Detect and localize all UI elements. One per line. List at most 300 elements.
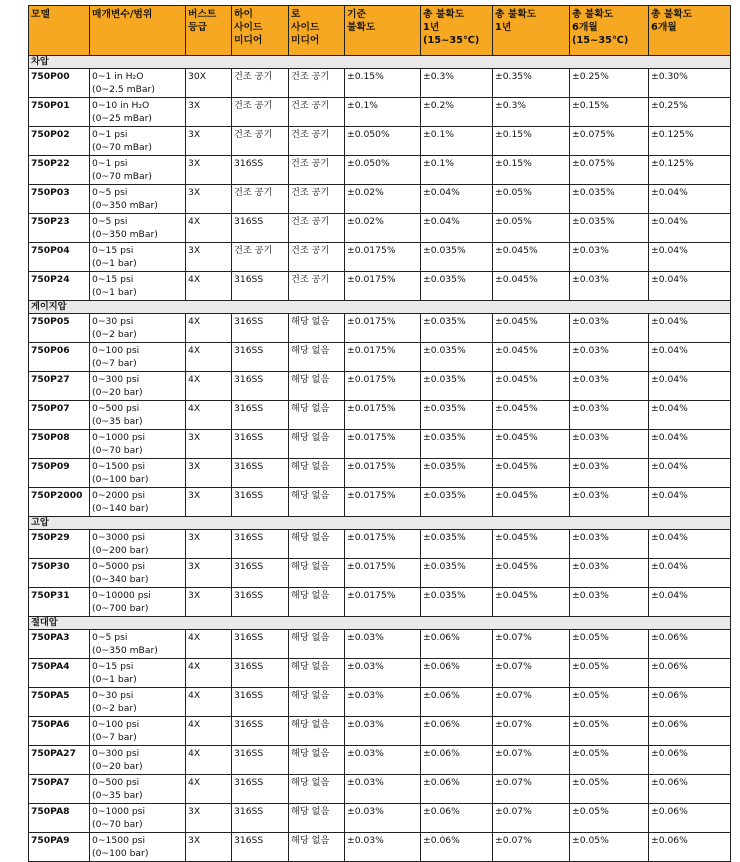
cell-range: 0~1 in H₂O (0~2.5 mBar) [90, 69, 186, 98]
cell-low-side-media: 해당 없음 [289, 459, 345, 488]
cell-total-6mo: ±0.04% [649, 430, 731, 459]
table-row [29, 156, 731, 185]
cell-model: 750PA7 [29, 775, 90, 804]
cell-total-6mo: ±0.30% [649, 69, 731, 98]
cell-total-1yr-15-35: ±0.035% [421, 401, 493, 430]
cell-high-side-media: 316SS [232, 659, 289, 688]
table-row [29, 401, 731, 430]
cell-total-1yr-15-35: ±0.04% [421, 185, 493, 214]
cell-model: 750P02 [29, 127, 90, 156]
cell-reference-uncertainty: ±0.050% [345, 156, 421, 185]
cell-total-6mo-15-35: ±0.25% [570, 69, 649, 98]
cell-burst: 3X [186, 459, 232, 488]
cell-low-side-media: 건조 공기 [289, 127, 345, 156]
table-row [29, 588, 731, 617]
cell-total-6mo: ±0.04% [649, 459, 731, 488]
cell-burst: 4X [186, 659, 232, 688]
cell-high-side-media: 316SS [232, 214, 289, 243]
table-row [29, 430, 731, 459]
table-row [29, 127, 731, 156]
cell-burst: 4X [186, 746, 232, 775]
cell-total-6mo: ±0.04% [649, 488, 731, 517]
cell-range: 0~5 psi (0~350 mBar) [90, 630, 186, 659]
cell-reference-uncertainty: ±0.050% [345, 127, 421, 156]
cell-total-1yr-15-35: ±0.035% [421, 588, 493, 617]
cell-range: 0~5 psi (0~350 mBar) [90, 214, 186, 243]
cell-range: 0~5000 psi (0~340 bar) [90, 559, 186, 588]
cell-total-6mo: ±0.06% [649, 804, 731, 833]
cell-total-6mo-15-35: ±0.15% [570, 98, 649, 127]
cell-total-1yr: ±0.045% [493, 559, 570, 588]
cell-high-side-media: 316SS [232, 372, 289, 401]
cell-low-side-media: 해당 없음 [289, 717, 345, 746]
cell-low-side-media: 해당 없음 [289, 430, 345, 459]
cell-burst: 4X [186, 372, 232, 401]
cell-total-1yr-15-35: ±0.06% [421, 775, 493, 804]
cell-low-side-media: 건조 공기 [289, 185, 345, 214]
cell-burst: 3X [186, 833, 232, 862]
cell-total-6mo: ±0.04% [649, 185, 731, 214]
cell-low-side-media: 해당 없음 [289, 314, 345, 343]
cell-total-1yr: ±0.045% [493, 588, 570, 617]
cell-total-6mo: ±0.04% [649, 214, 731, 243]
table-row [29, 185, 731, 214]
cell-total-1yr: ±0.05% [493, 185, 570, 214]
cell-range: 0~2000 psi (0~140 bar) [90, 488, 186, 517]
cell-total-1yr-15-35: ±0.035% [421, 459, 493, 488]
cell-high-side-media: 316SS [232, 804, 289, 833]
cell-reference-uncertainty: ±0.0175% [345, 372, 421, 401]
cell-total-6mo: ±0.04% [649, 559, 731, 588]
cell-total-6mo-15-35: ±0.03% [570, 530, 649, 559]
cell-total-1yr: ±0.07% [493, 833, 570, 862]
cell-reference-uncertainty: ±0.1% [345, 98, 421, 127]
cell-model: 750P06 [29, 343, 90, 372]
cell-range: 0~15 psi (0~1 bar) [90, 659, 186, 688]
cell-total-1yr: ±0.07% [493, 804, 570, 833]
cell-model: 750P03 [29, 185, 90, 214]
cell-total-1yr-15-35: ±0.035% [421, 314, 493, 343]
cell-low-side-media: 해당 없음 [289, 630, 345, 659]
cell-burst: 4X [186, 401, 232, 430]
cell-reference-uncertainty: ±0.0175% [345, 343, 421, 372]
cell-burst: 3X [186, 156, 232, 185]
cell-high-side-media: 316SS [232, 559, 289, 588]
cell-high-side-media: 316SS [232, 314, 289, 343]
cell-range: 0~1000 psi (0~70 bar) [90, 804, 186, 833]
cell-low-side-media: 해당 없음 [289, 559, 345, 588]
cell-reference-uncertainty: ±0.0175% [345, 488, 421, 517]
cell-total-1yr: ±0.15% [493, 156, 570, 185]
cell-range: 0~100 psi (0~7 bar) [90, 343, 186, 372]
header-low-side-media: 로 사이드 미디어 [289, 6, 345, 56]
cell-total-1yr: ±0.05% [493, 214, 570, 243]
cell-total-6mo-15-35: ±0.075% [570, 156, 649, 185]
cell-total-6mo-15-35: ±0.075% [570, 127, 649, 156]
cell-burst: 4X [186, 272, 232, 301]
cell-burst: 4X [186, 717, 232, 746]
section-row [29, 517, 731, 530]
cell-high-side-media: 건조 공기 [232, 243, 289, 272]
header-total-6mo-15-35: 총 불확도 6개월 (15~35℃) [570, 6, 649, 56]
cell-burst: 4X [186, 314, 232, 343]
cell-total-6mo-15-35: ±0.035% [570, 185, 649, 214]
cell-model: 750P01 [29, 98, 90, 127]
cell-low-side-media: 건조 공기 [289, 272, 345, 301]
cell-total-1yr: ±0.045% [493, 430, 570, 459]
cell-total-6mo: ±0.04% [649, 372, 731, 401]
cell-range: 0~500 psi (0~35 bar) [90, 775, 186, 804]
cell-total-6mo: ±0.06% [649, 630, 731, 659]
cell-range: 0~5 psi (0~350 mBar) [90, 185, 186, 214]
cell-total-6mo-15-35: ±0.03% [570, 559, 649, 588]
header-total-1yr: 총 불확도 1년 [493, 6, 570, 56]
section-title: 고압 [29, 517, 731, 530]
cell-burst: 3X [186, 530, 232, 559]
cell-total-6mo-15-35: ±0.03% [570, 588, 649, 617]
header-row [29, 6, 731, 56]
cell-model: 750P08 [29, 430, 90, 459]
cell-model: 750P00 [29, 69, 90, 98]
cell-reference-uncertainty: ±0.02% [345, 185, 421, 214]
section-row [29, 56, 731, 69]
cell-reference-uncertainty: ±0.0175% [345, 530, 421, 559]
cell-total-6mo: ±0.04% [649, 243, 731, 272]
cell-low-side-media: 해당 없음 [289, 659, 345, 688]
cell-range: 0~500 psi (0~35 bar) [90, 401, 186, 430]
cell-total-1yr-15-35: ±0.3% [421, 69, 493, 98]
cell-low-side-media: 건조 공기 [289, 98, 345, 127]
cell-reference-uncertainty: ±0.0175% [345, 430, 421, 459]
cell-range: 0~30 psi (0~2 bar) [90, 314, 186, 343]
cell-total-6mo-15-35: ±0.03% [570, 459, 649, 488]
cell-burst: 4X [186, 688, 232, 717]
cell-range: 0~300 psi (0~20 bar) [90, 746, 186, 775]
cell-model: 750PA5 [29, 688, 90, 717]
cell-reference-uncertainty: ±0.03% [345, 659, 421, 688]
cell-low-side-media: 해당 없음 [289, 588, 345, 617]
table-row [29, 804, 731, 833]
cell-burst: 3X [186, 588, 232, 617]
cell-high-side-media: 316SS [232, 688, 289, 717]
cell-burst: 3X [186, 488, 232, 517]
cell-reference-uncertainty: ±0.0175% [345, 272, 421, 301]
cell-burst: 3X [186, 98, 232, 127]
header-high-side-media: 하이 사이드 미디어 [232, 6, 289, 56]
cell-model: 750P24 [29, 272, 90, 301]
cell-total-1yr-15-35: ±0.06% [421, 630, 493, 659]
cell-model: 750PA27 [29, 746, 90, 775]
table-row [29, 69, 731, 98]
cell-low-side-media: 해당 없음 [289, 488, 345, 517]
cell-total-1yr-15-35: ±0.06% [421, 659, 493, 688]
cell-total-6mo-15-35: ±0.05% [570, 630, 649, 659]
cell-range: 0~10000 psi (0~700 bar) [90, 588, 186, 617]
cell-reference-uncertainty: ±0.03% [345, 630, 421, 659]
cell-total-1yr: ±0.045% [493, 314, 570, 343]
cell-model: 750P09 [29, 459, 90, 488]
section-title: 절대압 [29, 617, 731, 630]
cell-low-side-media: 해당 없음 [289, 343, 345, 372]
cell-total-1yr: ±0.3% [493, 98, 570, 127]
cell-total-6mo-15-35: ±0.03% [570, 272, 649, 301]
cell-high-side-media: 316SS [232, 401, 289, 430]
spec-table-container [28, 5, 730, 862]
table-row [29, 214, 731, 243]
cell-range: 0~30 psi (0~2 bar) [90, 688, 186, 717]
cell-low-side-media: 해당 없음 [289, 401, 345, 430]
cell-model: 750PA9 [29, 833, 90, 862]
cell-total-6mo-15-35: ±0.035% [570, 214, 649, 243]
header-reference-uncertainty: 기준 불확도 [345, 6, 421, 56]
cell-total-6mo: ±0.06% [649, 833, 731, 862]
cell-low-side-media: 건조 공기 [289, 214, 345, 243]
cell-burst: 4X [186, 630, 232, 659]
cell-total-6mo-15-35: ±0.05% [570, 717, 649, 746]
cell-total-1yr-15-35: ±0.2% [421, 98, 493, 127]
cell-total-6mo-15-35: ±0.05% [570, 688, 649, 717]
header-range: 매개변수/범위 [90, 6, 186, 56]
cell-high-side-media: 316SS [232, 630, 289, 659]
section-title: 차압 [29, 56, 731, 69]
cell-model: 750PA8 [29, 804, 90, 833]
cell-range: 0~1500 psi (0~100 bar) [90, 459, 186, 488]
cell-reference-uncertainty: ±0.0175% [345, 459, 421, 488]
cell-burst: 4X [186, 343, 232, 372]
cell-model: 750PA4 [29, 659, 90, 688]
cell-high-side-media: 316SS [232, 588, 289, 617]
cell-total-6mo-15-35: ±0.03% [570, 401, 649, 430]
table-row [29, 559, 731, 588]
cell-range: 0~3000 psi (0~200 bar) [90, 530, 186, 559]
cell-total-1yr: ±0.07% [493, 688, 570, 717]
cell-range: 0~100 psi (0~7 bar) [90, 717, 186, 746]
table-row [29, 314, 731, 343]
cell-model: 750P31 [29, 588, 90, 617]
cell-model: 750P07 [29, 401, 90, 430]
cell-low-side-media: 해당 없음 [289, 530, 345, 559]
cell-total-1yr: ±0.07% [493, 746, 570, 775]
cell-total-6mo: ±0.25% [649, 98, 731, 127]
cell-model: 750P30 [29, 559, 90, 588]
section-row [29, 617, 731, 630]
cell-model: 750PA6 [29, 717, 90, 746]
cell-reference-uncertainty: ±0.03% [345, 804, 421, 833]
cell-total-1yr-15-35: ±0.035% [421, 272, 493, 301]
cell-high-side-media: 316SS [232, 343, 289, 372]
cell-total-6mo-15-35: ±0.03% [570, 343, 649, 372]
cell-total-6mo: ±0.04% [649, 530, 731, 559]
cell-total-1yr-15-35: ±0.035% [421, 488, 493, 517]
cell-model: 750PA3 [29, 630, 90, 659]
cell-total-6mo: ±0.125% [649, 127, 731, 156]
cell-range: 0~15 psi (0~1 bar) [90, 243, 186, 272]
cell-low-side-media: 해당 없음 [289, 833, 345, 862]
cell-high-side-media: 건조 공기 [232, 69, 289, 98]
cell-range: 0~1500 psi (0~100 bar) [90, 833, 186, 862]
cell-model: 750P04 [29, 243, 90, 272]
table-row [29, 688, 731, 717]
cell-reference-uncertainty: ±0.0175% [345, 401, 421, 430]
cell-total-6mo-15-35: ±0.05% [570, 804, 649, 833]
cell-model: 750P23 [29, 214, 90, 243]
cell-total-6mo: ±0.06% [649, 688, 731, 717]
cell-low-side-media: 건조 공기 [289, 243, 345, 272]
cell-total-1yr-15-35: ±0.06% [421, 717, 493, 746]
cell-burst: 3X [186, 185, 232, 214]
cell-range: 0~1 psi (0~70 mBar) [90, 156, 186, 185]
cell-reference-uncertainty: ±0.03% [345, 746, 421, 775]
header-model: 모델 [29, 6, 90, 56]
cell-total-1yr: ±0.15% [493, 127, 570, 156]
cell-total-1yr-15-35: ±0.06% [421, 688, 493, 717]
cell-total-1yr-15-35: ±0.035% [421, 243, 493, 272]
cell-total-1yr: ±0.07% [493, 717, 570, 746]
cell-high-side-media: 316SS [232, 530, 289, 559]
cell-total-1yr: ±0.045% [493, 243, 570, 272]
cell-total-1yr: ±0.045% [493, 401, 570, 430]
table-row [29, 630, 731, 659]
cell-total-6mo: ±0.06% [649, 775, 731, 804]
cell-total-1yr-15-35: ±0.035% [421, 343, 493, 372]
pressure-module-spec-table [28, 5, 731, 862]
table-row [29, 343, 731, 372]
cell-model: 750P05 [29, 314, 90, 343]
cell-total-1yr: ±0.07% [493, 630, 570, 659]
cell-high-side-media: 316SS [232, 488, 289, 517]
cell-burst: 4X [186, 775, 232, 804]
header-burst: 버스트 등급 [186, 6, 232, 56]
cell-burst: 3X [186, 243, 232, 272]
cell-total-6mo: ±0.04% [649, 401, 731, 430]
cell-burst: 3X [186, 430, 232, 459]
cell-model: 750P22 [29, 156, 90, 185]
cell-low-side-media: 건조 공기 [289, 156, 345, 185]
cell-reference-uncertainty: ±0.03% [345, 688, 421, 717]
cell-low-side-media: 건조 공기 [289, 69, 345, 98]
cell-total-1yr-15-35: ±0.04% [421, 214, 493, 243]
cell-total-6mo: ±0.06% [649, 746, 731, 775]
cell-range: 0~10 in H₂O (0~25 mBar) [90, 98, 186, 127]
cell-total-1yr: ±0.07% [493, 659, 570, 688]
table-row [29, 459, 731, 488]
cell-range: 0~15 psi (0~1 bar) [90, 272, 186, 301]
cell-high-side-media: 316SS [232, 833, 289, 862]
table-row [29, 833, 731, 862]
cell-reference-uncertainty: ±0.03% [345, 775, 421, 804]
cell-total-1yr-15-35: ±0.035% [421, 530, 493, 559]
cell-total-1yr-15-35: ±0.1% [421, 127, 493, 156]
cell-total-6mo: ±0.06% [649, 717, 731, 746]
cell-total-6mo-15-35: ±0.05% [570, 659, 649, 688]
cell-total-1yr-15-35: ±0.1% [421, 156, 493, 185]
cell-reference-uncertainty: ±0.0175% [345, 588, 421, 617]
cell-reference-uncertainty: ±0.0175% [345, 314, 421, 343]
table-row [29, 243, 731, 272]
cell-reference-uncertainty: ±0.0175% [345, 243, 421, 272]
cell-total-1yr: ±0.045% [493, 488, 570, 517]
cell-burst: 30X [186, 69, 232, 98]
cell-high-side-media: 316SS [232, 156, 289, 185]
cell-total-1yr-15-35: ±0.035% [421, 559, 493, 588]
cell-range: 0~300 psi (0~20 bar) [90, 372, 186, 401]
cell-high-side-media: 316SS [232, 430, 289, 459]
cell-total-6mo-15-35: ±0.05% [570, 746, 649, 775]
cell-total-6mo: ±0.06% [649, 659, 731, 688]
header-total-1yr-15-35: 총 불확도 1년 (15~35℃) [421, 6, 493, 56]
cell-total-1yr: ±0.045% [493, 343, 570, 372]
cell-total-6mo-15-35: ±0.03% [570, 430, 649, 459]
cell-high-side-media: 316SS [232, 717, 289, 746]
cell-total-6mo: ±0.04% [649, 272, 731, 301]
cell-burst: 3X [186, 804, 232, 833]
cell-burst: 3X [186, 127, 232, 156]
cell-burst: 4X [186, 214, 232, 243]
cell-high-side-media: 316SS [232, 459, 289, 488]
cell-total-1yr-15-35: ±0.035% [421, 430, 493, 459]
cell-model: 750P2000 [29, 488, 90, 517]
cell-total-1yr: ±0.045% [493, 530, 570, 559]
cell-total-6mo-15-35: ±0.03% [570, 243, 649, 272]
cell-low-side-media: 해당 없음 [289, 804, 345, 833]
cell-total-1yr: ±0.07% [493, 775, 570, 804]
cell-low-side-media: 해당 없음 [289, 372, 345, 401]
cell-total-1yr-15-35: ±0.06% [421, 833, 493, 862]
cell-range: 0~1000 psi (0~70 bar) [90, 430, 186, 459]
cell-high-side-media: 건조 공기 [232, 127, 289, 156]
header-total-6mo: 총 불확도 6개월 [649, 6, 731, 56]
table-row [29, 775, 731, 804]
cell-total-6mo-15-35: ±0.03% [570, 314, 649, 343]
cell-model: 750P29 [29, 530, 90, 559]
cell-range: 0~1 psi (0~70 mBar) [90, 127, 186, 156]
cell-total-1yr: ±0.045% [493, 272, 570, 301]
cell-total-1yr: ±0.045% [493, 372, 570, 401]
cell-reference-uncertainty: ±0.03% [345, 833, 421, 862]
cell-total-1yr-15-35: ±0.035% [421, 372, 493, 401]
cell-total-6mo-15-35: ±0.03% [570, 372, 649, 401]
cell-high-side-media: 건조 공기 [232, 185, 289, 214]
cell-total-6mo: ±0.04% [649, 314, 731, 343]
cell-total-6mo: ±0.04% [649, 588, 731, 617]
cell-total-1yr: ±0.35% [493, 69, 570, 98]
cell-reference-uncertainty: ±0.03% [345, 717, 421, 746]
table-row [29, 746, 731, 775]
cell-total-1yr-15-35: ±0.06% [421, 804, 493, 833]
table-row [29, 372, 731, 401]
cell-total-1yr: ±0.045% [493, 459, 570, 488]
table-row [29, 98, 731, 127]
cell-reference-uncertainty: ±0.02% [345, 214, 421, 243]
cell-model: 750P27 [29, 372, 90, 401]
cell-high-side-media: 건조 공기 [232, 98, 289, 127]
table-row [29, 717, 731, 746]
cell-low-side-media: 해당 없음 [289, 688, 345, 717]
cell-high-side-media: 316SS [232, 272, 289, 301]
section-title: 게이지압 [29, 301, 731, 314]
cell-low-side-media: 해당 없음 [289, 746, 345, 775]
table-row [29, 272, 731, 301]
cell-reference-uncertainty: ±0.0175% [345, 559, 421, 588]
table-row [29, 530, 731, 559]
table-row [29, 488, 731, 517]
cell-total-6mo: ±0.125% [649, 156, 731, 185]
cell-high-side-media: 316SS [232, 775, 289, 804]
cell-burst: 3X [186, 559, 232, 588]
cell-low-side-media: 해당 없음 [289, 775, 345, 804]
cell-total-1yr-15-35: ±0.06% [421, 746, 493, 775]
cell-total-6mo-15-35: ±0.03% [570, 488, 649, 517]
